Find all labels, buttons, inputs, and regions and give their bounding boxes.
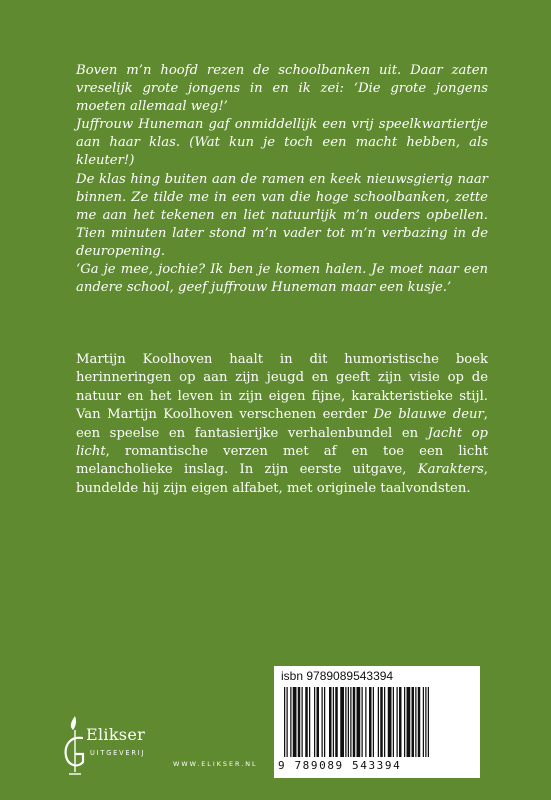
blurb-text: Martijn Koolhoven haalt in dit humoristische boek herinneringen op aan zijn jeugd en geeft zijn visie op de natuur en het leven in zijn eigen fijne, karakteristieke stijl. Van Martijn Koolhoven verschenen eerder <box>76 352 488 423</box>
barcode-bar <box>293 687 297 757</box>
barcode-bar <box>369 687 372 757</box>
barcode-bar <box>412 687 415 757</box>
isbn-label: isbn 9789089543394 <box>281 669 394 683</box>
barcode-bar <box>317 687 320 757</box>
barcode-bar <box>298 687 301 757</box>
excerpt-paragraph: Boven m’n hoofd rezen de schoolbanken uit. Daar zaten vreselijk grote jongens in en ik zei: ‘Die grote jongens moeten allemaal weg!’ <box>76 63 488 115</box>
barcode-bar <box>380 687 383 757</box>
excerpt-paragraph: ‘Ga je mee, jochie? Ik ben je komen halen. Je moet naar een andere school, geef juffrouw Huneman maar een kusje.’ <box>76 262 488 296</box>
barcode-bar <box>314 687 315 757</box>
isbn-barcode <box>274 666 480 778</box>
barcode-bar <box>329 687 332 757</box>
barcode-bar <box>384 687 385 757</box>
barcode-bar <box>345 687 346 757</box>
barcode-bar <box>357 687 361 757</box>
book-title: Karakters <box>417 462 484 478</box>
excerpt-paragraph: Juffrouw Huneman gaf onmiddellijk een vrij speelkwartiertje aan haar klas. (Wat kun je toch een macht hebben, als kleuter!) <box>76 117 488 169</box>
barcode-bar <box>287 687 288 757</box>
publisher-subtitle: UITGEVERIJ <box>90 749 146 757</box>
barcode-bar <box>348 687 349 757</box>
barcode-bar <box>415 687 416 757</box>
barcode-bar <box>418 687 421 757</box>
barcode-bar <box>322 687 323 757</box>
barcode-bar <box>335 687 338 757</box>
barcode-bar <box>365 687 366 757</box>
barcode-bar <box>393 687 394 757</box>
blurb-text: , een speelse en fantasierijke verhalenbundel en <box>76 407 488 441</box>
barcode-bar <box>350 687 351 757</box>
barcode-bar <box>290 687 291 757</box>
barcode-bar <box>428 687 429 757</box>
barcode-bar <box>309 687 310 757</box>
publisher-emblem-icon <box>60 712 90 778</box>
publisher-name: Elikser <box>86 725 146 744</box>
barcode-bar <box>373 687 374 757</box>
barcode-bars <box>284 687 474 759</box>
barcode-bar <box>284 687 285 757</box>
excerpt-paragraph: De klas hing buiten aan de ramen en keek nieuwsgierig naar binnen. Ze tilde me in een van die hoge schoolbanken, zette me aan het tekenen en liet natuurlijk m’n ouders opbellen. Tien minuten later stond m’n vader tot m’n verbazing in de deuropening. <box>76 171 488 259</box>
book-title: Jacht op licht <box>76 425 488 460</box>
barcode-bar <box>324 687 325 757</box>
barcode-bar <box>333 687 334 757</box>
publisher-logo <box>60 712 180 784</box>
barcode-bar <box>397 687 398 757</box>
barcode-bar <box>362 687 363 757</box>
barcode-bar <box>404 687 405 757</box>
blurb-text: , romantische verzen met af en toe een licht melancholieke inslag. In zijn eerste uitgave, <box>76 444 488 478</box>
barcode-bar <box>423 687 424 757</box>
barcode-bar <box>305 687 308 757</box>
barcode-bar <box>399 687 402 757</box>
barcode-bar <box>302 687 303 757</box>
barcode-bar <box>425 687 426 757</box>
author-blurb <box>76 351 488 498</box>
barcode-bar <box>407 687 411 757</box>
barcode-bar <box>378 687 379 757</box>
blurb-text: , bundelde hij zijn eigen alfabet, met originele taalvondsten. <box>76 462 488 496</box>
publisher-website: WWW.ELIKSER.NL <box>173 760 258 768</box>
barcode-bar <box>388 687 392 757</box>
book-title: De blauwe deur <box>373 407 484 423</box>
barcode-bar <box>353 687 356 757</box>
barcode-digits: 9 789089 543394 <box>278 759 402 772</box>
barcode-bar <box>340 687 344 757</box>
back-cover-excerpt <box>76 62 488 297</box>
